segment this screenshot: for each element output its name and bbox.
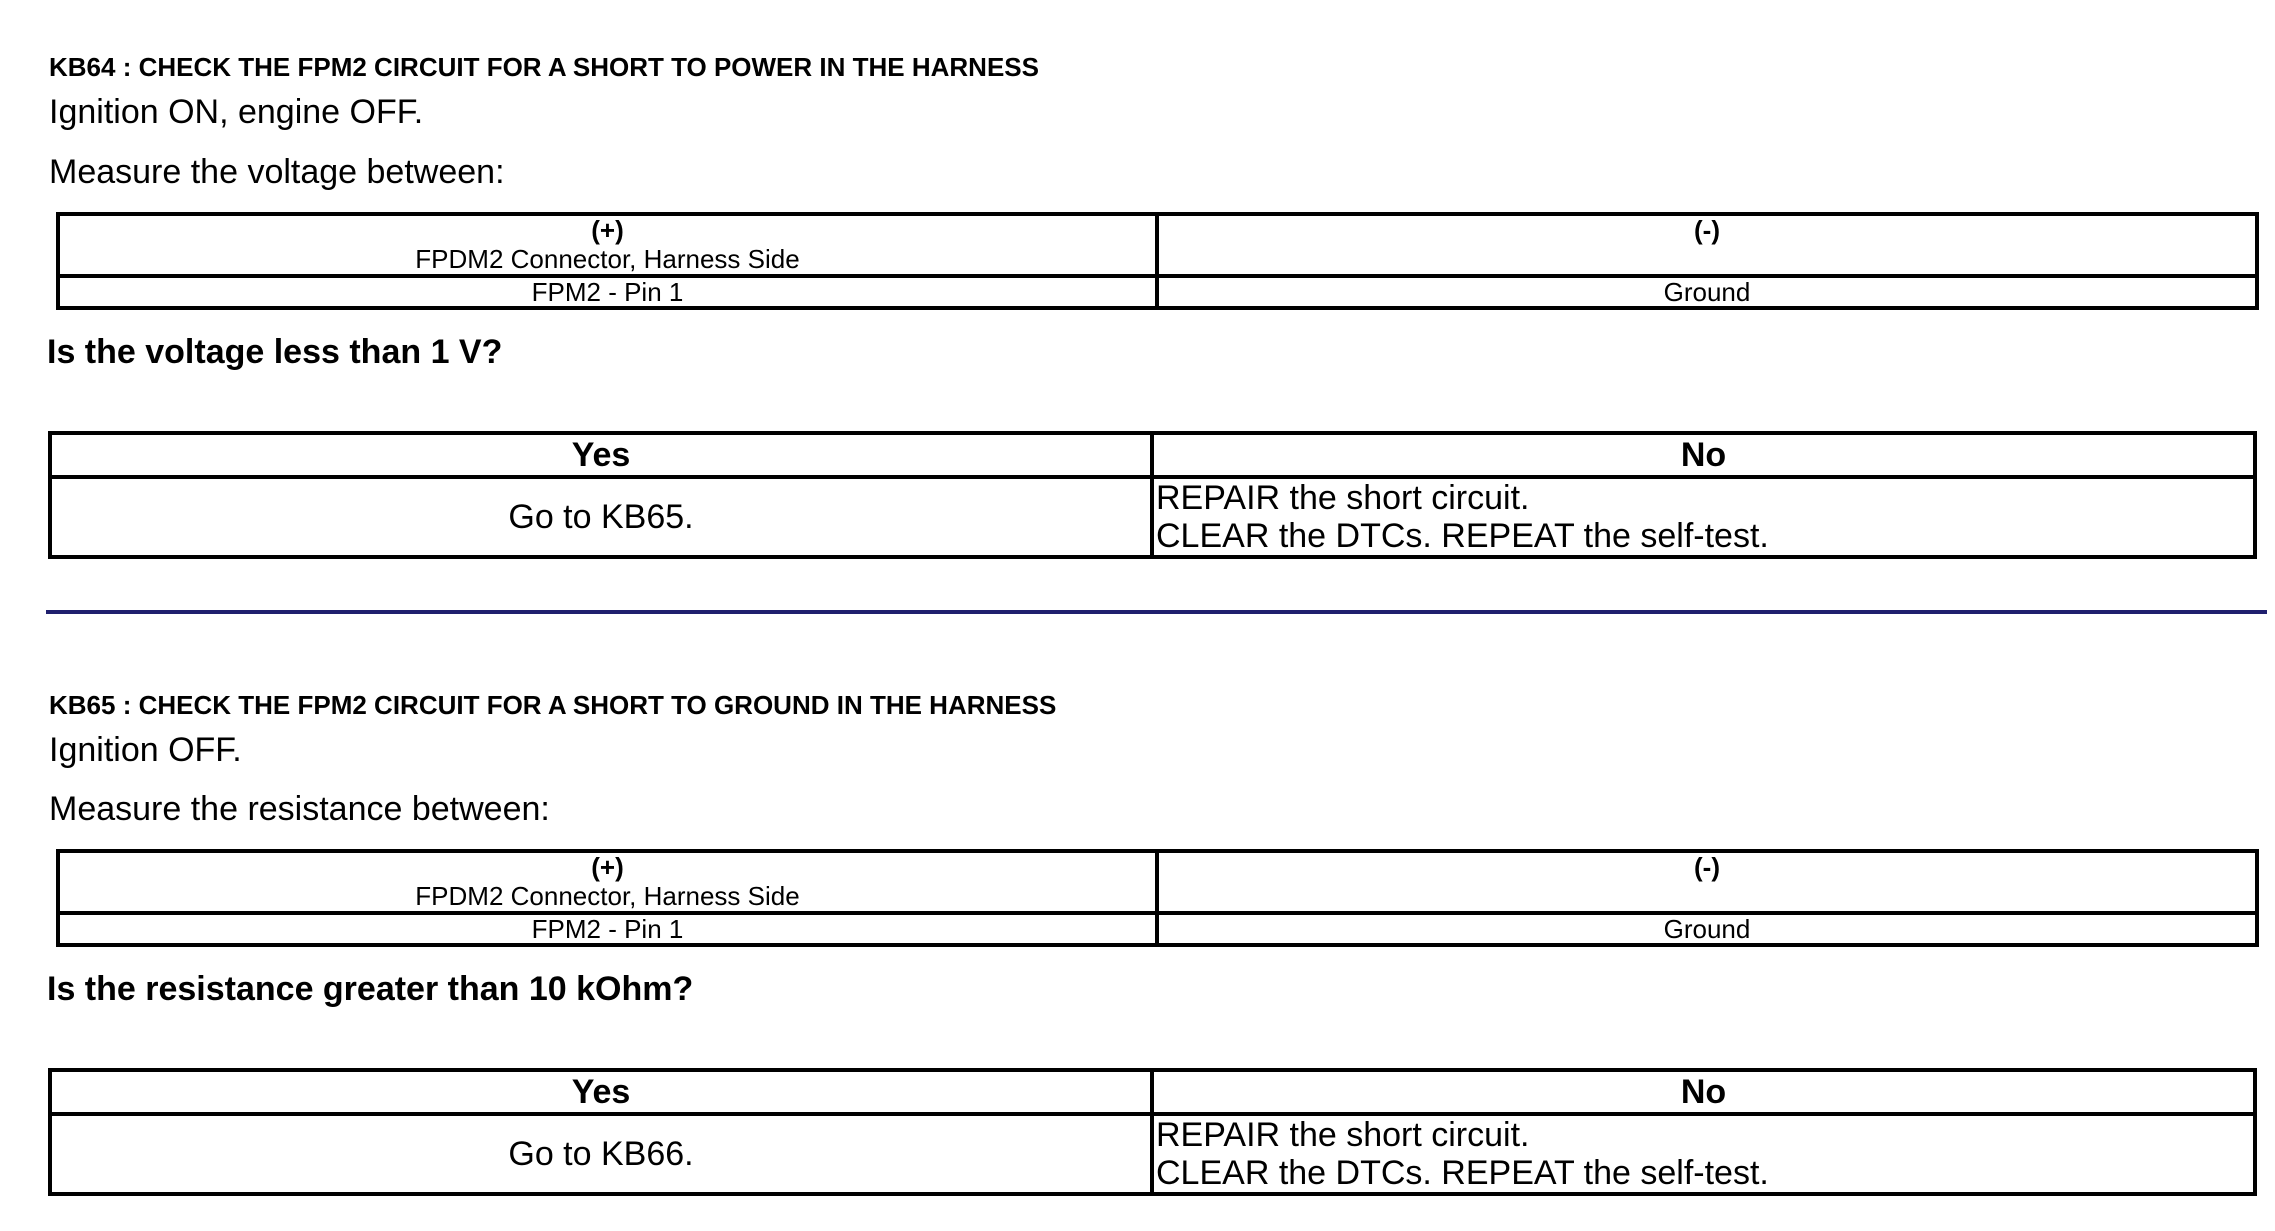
no-action-line: REPAIR the short circuit.: [1156, 479, 1530, 517]
no-action-line: REPAIR the short circuit.: [1156, 1116, 1530, 1154]
minus-header-cell: [1157, 851, 2257, 913]
measurement-table: [56, 849, 2259, 947]
plus-header: (+): [591, 215, 624, 245]
plus-subheader: FPDM2 Connector, Harness Side: [415, 244, 800, 274]
step-instruction: Measure the voltage between:: [49, 153, 505, 191]
no-header: No: [1152, 433, 2255, 477]
minus-header: (-): [1694, 852, 1720, 882]
step-instruction: Measure the resistance between:: [49, 790, 550, 828]
plus-header-cell: [58, 214, 1157, 276]
step-condition: Ignition OFF.: [49, 731, 242, 769]
answer-table: [48, 431, 2257, 559]
plus-value: FPM2 - Pin 1: [58, 276, 1157, 308]
no-action-line: CLEAR the DTCs. REPEAT the self-test.: [1156, 517, 1769, 555]
minus-header-cell: [1157, 214, 2257, 276]
plus-header: (+): [591, 852, 624, 882]
yes-header: Yes: [50, 433, 1152, 477]
no-action-cell: [1152, 477, 2255, 557]
no-action-cell: [1152, 1114, 2255, 1194]
measurement-table: [56, 212, 2259, 310]
plus-header-cell: [58, 851, 1157, 913]
step-question: Is the resistance greater than 10 kOhm?: [47, 970, 694, 1008]
minus-value: Ground: [1157, 276, 2257, 308]
yes-action: Go to KB66.: [50, 1114, 1152, 1194]
yes-header: Yes: [50, 1070, 1152, 1114]
step-question: Is the voltage less than 1 V?: [47, 333, 503, 371]
minus-value: Ground: [1157, 913, 2257, 945]
answer-table: [48, 1068, 2257, 1196]
minus-header: (-): [1694, 215, 1720, 245]
step-heading: KB65 : CHECK THE FPM2 CIRCUIT FOR A SHORT TO GROUND IN THE HARNESS: [49, 690, 1057, 720]
plus-subheader: FPDM2 Connector, Harness Side: [415, 881, 800, 911]
no-action-line: CLEAR the DTCs. REPEAT the self-test.: [1156, 1154, 1769, 1192]
plus-value: FPM2 - Pin 1: [58, 913, 1157, 945]
step-heading: KB64 : CHECK THE FPM2 CIRCUIT FOR A SHORT TO POWER IN THE HARNESS: [49, 52, 1039, 82]
no-header: No: [1152, 1070, 2255, 1114]
section-divider: [46, 610, 2267, 614]
step-condition: Ignition ON, engine OFF.: [49, 93, 424, 131]
yes-action: Go to KB65.: [50, 477, 1152, 557]
